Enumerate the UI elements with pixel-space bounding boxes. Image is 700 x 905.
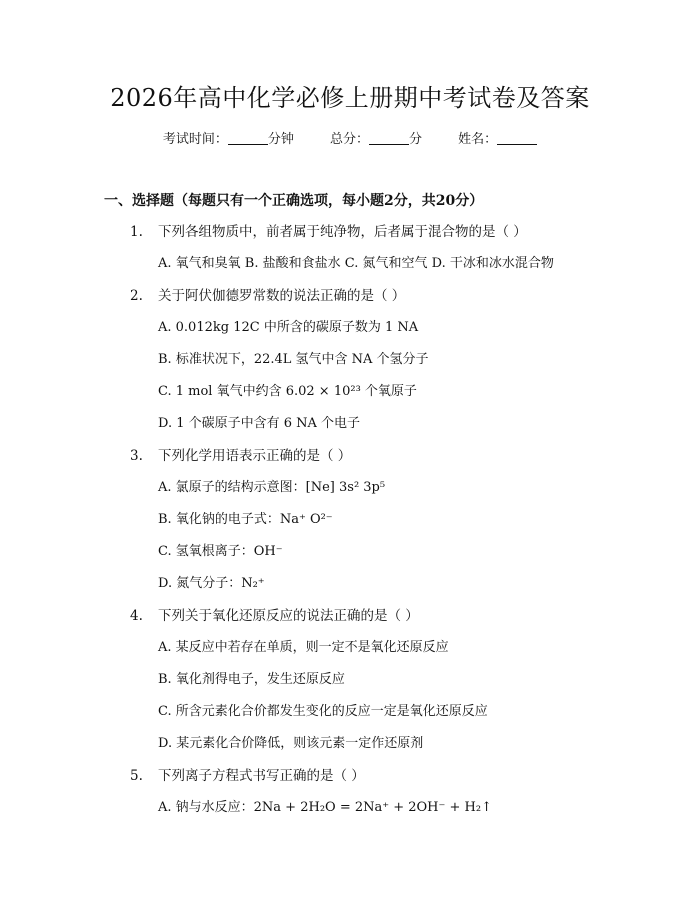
total-score-blank bbox=[369, 130, 409, 145]
total-score-field bbox=[330, 128, 422, 152]
question-number: 4. bbox=[130, 608, 143, 624]
option-b: B. 标准状况下，22.4L 氢气中含 NA 个氢分子 bbox=[158, 352, 429, 367]
option-b: B. 氧化钠的电子式：Na⁺ O²⁻ bbox=[158, 512, 333, 527]
total-score-unit: 分 bbox=[409, 132, 423, 147]
option-a: A. 钠与水反应：2Na + 2H₂O = 2Na⁺ + 2OH⁻ + H₂↑ bbox=[158, 800, 492, 815]
question-text: 关于阿伏伽德罗常数的说法正确的是（ ） bbox=[158, 288, 406, 304]
question-3 bbox=[130, 444, 351, 468]
question-number: 2. bbox=[130, 288, 143, 304]
question-number: 3. bbox=[130, 448, 143, 464]
question-text: 下列各组物质中，前者属于纯净物，后者属于混合物的是（ ） bbox=[158, 224, 527, 240]
exam-time-blank bbox=[228, 130, 268, 145]
section-heading: 一、选择题（每题只有一个正确选项，每小题2分，共20分） bbox=[104, 193, 484, 209]
total-score-label: 总分： bbox=[329, 132, 369, 147]
option-d: D. 1 个碳原子中含有 6 NA 个电子 bbox=[158, 416, 361, 431]
question-5 bbox=[130, 764, 365, 788]
option-d: D. 氮气分子：N₂⁺ bbox=[158, 576, 265, 591]
exam-time-unit: 分钟 bbox=[267, 132, 294, 147]
question-2 bbox=[130, 284, 405, 308]
option-a: A. 0.012kg 12C 中所含的碳原子数为 1 NA bbox=[158, 320, 419, 335]
question-text: 下列化学用语表示正确的是（ ） bbox=[158, 448, 352, 464]
exam-info-line bbox=[0, 128, 700, 152]
option-c: C. 1 mol 氧气中约含 6.02 × 10²³ 个氧原子 bbox=[158, 384, 417, 399]
exam-time-label: 考试时间： bbox=[162, 132, 228, 147]
question-text: 下列关于氧化还原反应的说法正确的是（ ） bbox=[158, 608, 419, 624]
exam-time-field bbox=[163, 128, 294, 152]
question-number: 5. bbox=[130, 768, 143, 784]
question-1-options: A. 氧气和臭氧 B. 盐酸和食盐水 C. 氮气和空气 D. 干冰和冰水混合物 bbox=[158, 256, 554, 271]
student-name-label: 姓名： bbox=[458, 132, 498, 147]
question-number: 1. bbox=[130, 224, 143, 240]
option-d: D. 某元素化合价降低，则该元素一定作还原剂 bbox=[158, 736, 424, 751]
question-1 bbox=[130, 220, 527, 244]
option-a: A. 氯原子的结构示意图：[Ne] 3s² 3p⁵ bbox=[158, 480, 386, 495]
question-text: 下列离子方程式书写正确的是（ ） bbox=[158, 768, 365, 784]
option-c: C. 所含元素化合价都发生变化的反应一定是氧化还原反应 bbox=[158, 704, 488, 719]
question-4 bbox=[130, 604, 419, 628]
option-c: C. 氢氧根离子：OH⁻ bbox=[158, 544, 283, 559]
page-title: 2026年高中化学必修上册期中考试卷及答案 bbox=[110, 84, 590, 112]
option-b: B. 氧化剂得电子，发生还原反应 bbox=[158, 672, 345, 687]
student-name-field bbox=[458, 128, 537, 152]
option-a: A. 某反应中若存在单质，则一定不是氧化还原反应 bbox=[158, 640, 449, 655]
student-name-blank bbox=[497, 130, 537, 145]
